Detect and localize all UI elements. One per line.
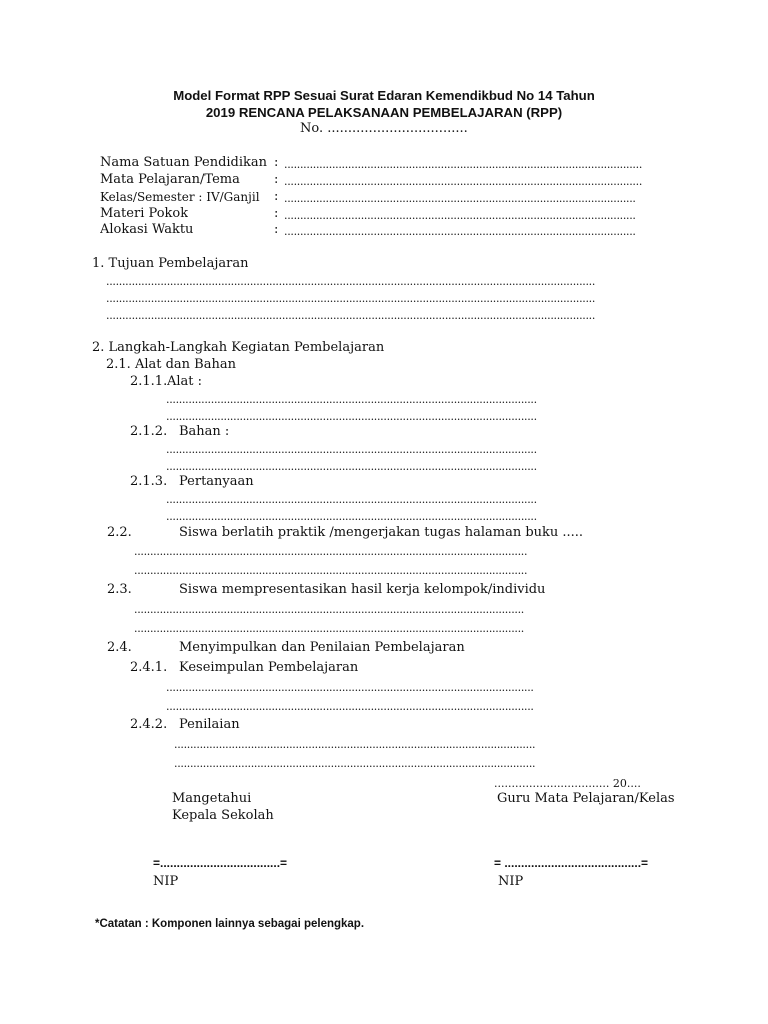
signature-left-line-2: Kepala Sekolah (172, 808, 274, 823)
signature-right-line-1: Guru Mata Pelajaran/Kelas (497, 791, 675, 806)
section-2-4-1-line[interactable]: ................................................................................................................... (166, 701, 534, 713)
section-2-4-1-line[interactable]: ................................................................................................................... (166, 682, 534, 694)
section-2-4-1-number: 2.4.1. (130, 660, 168, 675)
section-2-1-1-label: Alat : (167, 374, 203, 389)
section-2-4-2-line[interactable]: ................................................................................................................. (174, 739, 536, 751)
identity-sep: : (274, 189, 279, 204)
section-2-1-2-line[interactable]: .................................................................................................................... (166, 461, 537, 473)
section-2-1-2-label: Bahan : (179, 424, 230, 439)
section-2-2-number: 2.2. (107, 525, 132, 540)
footnote: *Catatan : Komponen lainnya sebagai pelengkap. (95, 918, 365, 930)
signature-right-nip: NIP (498, 874, 524, 889)
section-2-1-1-line[interactable]: .................................................................................................................... (166, 394, 537, 406)
identity-value-class[interactable]: .............................................................................................................. (284, 193, 636, 205)
section-2-1-3-number: 2.1.3. (130, 474, 168, 489)
identity-label-class: Kelas/Semester : IV/Ganjil (100, 190, 260, 204)
section-1-line[interactable]: ......................................................................................................................................................... (106, 276, 596, 288)
section-2-4-2-line[interactable]: ................................................................................................................. (174, 758, 536, 770)
identity-value-school[interactable]: ................................................................................................................ (284, 159, 643, 171)
title-line-1: Model Format RPP Sesuai Surat Edaran Kemendikbud No 14 Tahun (173, 88, 595, 103)
section-2-3-number: 2.3. (107, 582, 132, 597)
identity-label-time: Alokasi Waktu (100, 222, 194, 237)
section-2-4-label: Menyimpulkan dan Penilaian Pembelajaran (179, 640, 465, 655)
section-2-3-line[interactable]: .......................................................................................................................... (134, 604, 524, 616)
title-line-2: 2019 RENCANA PELAKSANAAN PEMBELAJARAN (RPP) (205, 105, 563, 120)
identity-label-school: Nama Satuan Pendidikan (100, 155, 268, 170)
signature-left-name[interactable]: =....................................= (153, 856, 288, 870)
section-2-1-3-line[interactable]: .................................................................................................................... (166, 511, 537, 523)
section-1-heading: 1. Tujuan Pembelajaran (92, 256, 249, 271)
identity-value-time[interactable]: .............................................................................................................. (284, 226, 636, 238)
section-2-1-2-line[interactable]: .................................................................................................................... (166, 444, 537, 456)
section-2-4-number: 2.4. (107, 640, 132, 655)
section-1-line[interactable]: ......................................................................................................................................................... (106, 293, 596, 305)
section-2-1-1-line[interactable]: .................................................................................................................... (166, 411, 537, 423)
section-2-3-line[interactable]: .......................................................................................................................... (134, 623, 524, 635)
identity-label-subject: Mata Pelajaran/Tema (100, 172, 240, 187)
section-2-1-2-number: 2.1.2. (130, 424, 168, 439)
section-2-3-label: Siswa mempresentasikan hasil kerja kelompok/individu (179, 582, 546, 597)
identity-sep: : (274, 206, 279, 221)
document-number: No. .................................. (300, 121, 468, 136)
signature-left-line-1: Mangetahui (172, 791, 252, 806)
signature-left-nip: NIP (153, 874, 179, 889)
section-2-1-1-number: 2.1.1. (130, 374, 168, 389)
section-2-2-line[interactable]: ........................................................................................................................... (134, 565, 528, 577)
section-2-1-heading: 2.1. Alat dan Bahan (106, 357, 236, 372)
section-1-line[interactable]: ......................................................................................................................................................... (106, 310, 596, 322)
section-2-1-3-line[interactable]: .................................................................................................................... (166, 494, 537, 506)
section-2-4-1-label: Keseimpulan Pembelajaran (179, 660, 359, 675)
identity-sep: : (274, 172, 279, 187)
section-2-1-3-label: Pertanyaan (179, 474, 254, 489)
identity-sep: : (274, 222, 279, 237)
section-2-2-label: Siswa berlatih praktik /mengerjakan tugas halaman buku ..... (179, 525, 584, 540)
identity-sep: : (274, 155, 279, 170)
section-2-4-2-label: Penilaian (179, 717, 240, 732)
identity-value-subject[interactable]: ................................................................................................................ (284, 176, 643, 188)
signature-date[interactable]: ................................. 20.... (494, 777, 641, 790)
identity-label-topic: Materi Pokok (100, 206, 189, 221)
section-2-2-line[interactable]: ........................................................................................................................... (134, 546, 528, 558)
signature-right-name[interactable]: = .........................................= (494, 856, 649, 870)
section-2-heading: 2. Langkah-Langkah Kegiatan Pembelajaran (92, 340, 385, 355)
section-2-4-2-number: 2.4.2. (130, 717, 168, 732)
identity-value-topic[interactable]: .............................................................................................................. (284, 210, 636, 222)
